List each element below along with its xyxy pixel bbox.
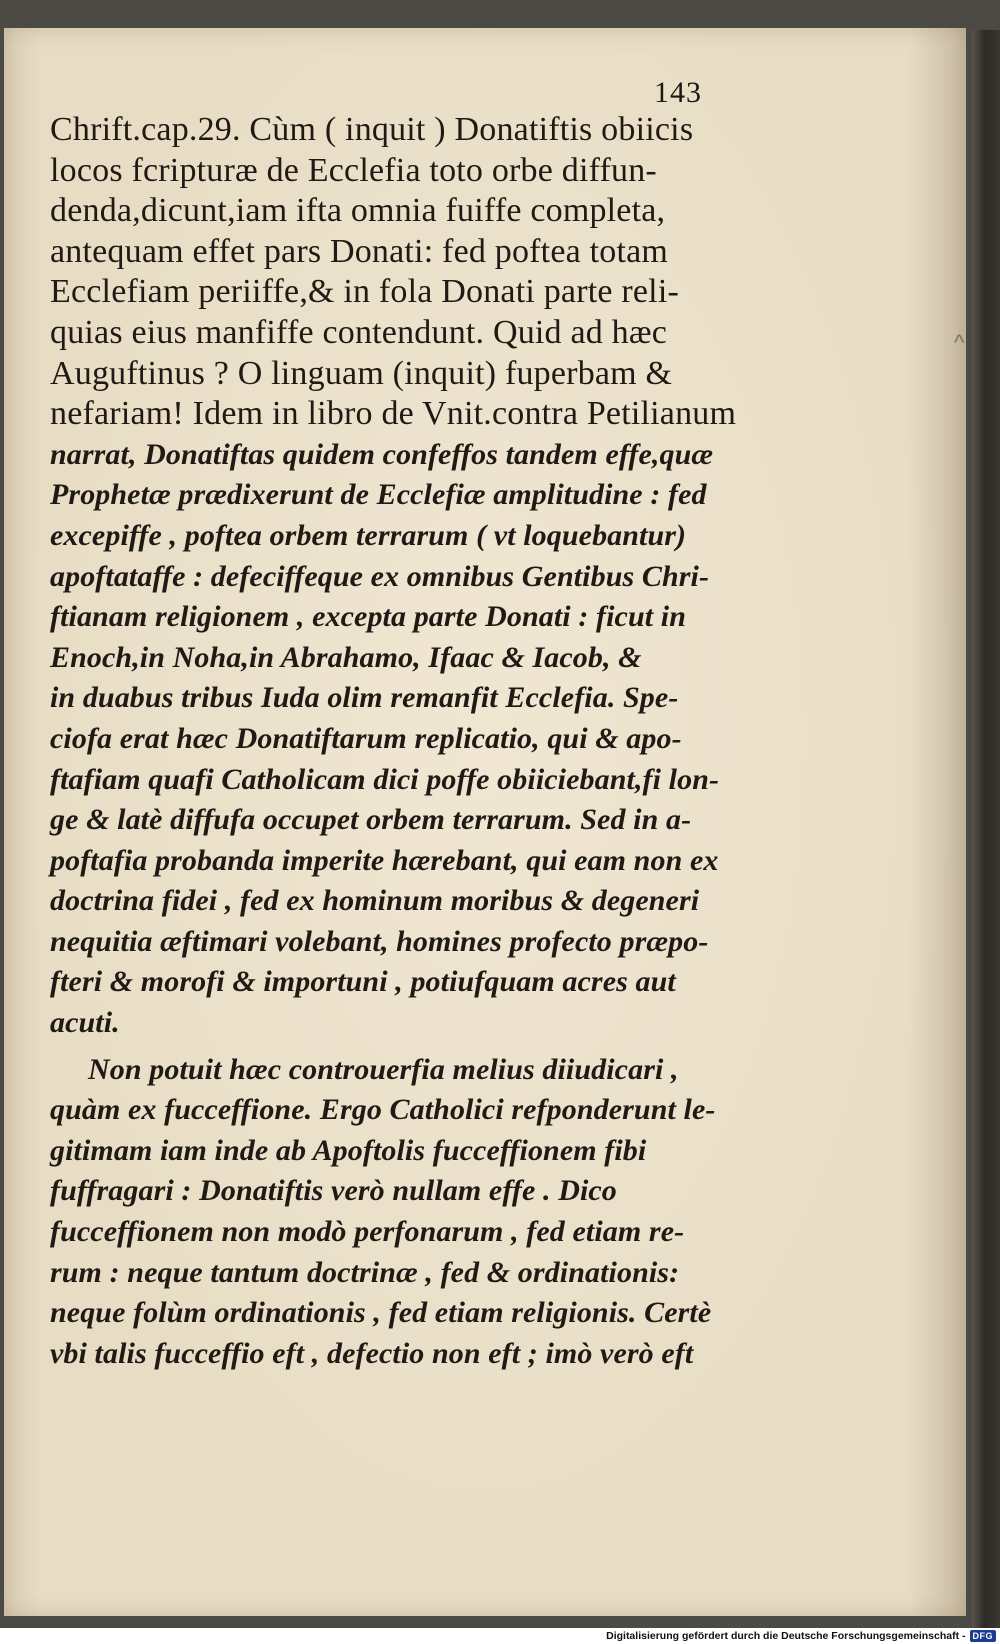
text-line: excepiffe , poftea orbem terrarum ( vt loquebantur) bbox=[50, 518, 687, 552]
text-line: ftianam religionem , excepta parte Donati : ficut in bbox=[50, 600, 687, 634]
text-line: rum : neque tantum doctrinæ , fed & ordinationis: bbox=[50, 1255, 680, 1289]
text-line: in duabus tribus Iuda olim remanfit Ecclefia. Spe- bbox=[50, 681, 679, 715]
text-line: poftafia probanda imperite hærebant, qui eam non ex bbox=[50, 843, 719, 877]
text-line: Non potuit hæc controuerfia melius diiudicari , bbox=[88, 1052, 679, 1086]
footer-credit bbox=[606, 1630, 996, 1642]
text-line: apoftataffe : defeciffeque ex omnibus Gentibus Chri- bbox=[50, 559, 710, 593]
text-line: vbi talis fucceffio eft , defectio non eft ; imò verò eft bbox=[50, 1336, 694, 1370]
text-line: acuti. bbox=[50, 1006, 120, 1040]
text-block bbox=[50, 110, 737, 1374]
text-line: quàm ex fucceffione. Ergo Catholici refponderunt le- bbox=[50, 1093, 716, 1127]
text-line: denda,dicunt,iam ifta omnia fuiffe completa, bbox=[50, 192, 666, 230]
text-line: ftafiam quafi Catholicam dici poffe obiiciebant,fi lon- bbox=[50, 762, 720, 796]
paragraph-2 bbox=[50, 1050, 715, 1375]
text-line: Enoch,in Noha,in Abrahamo, Ifaac & Iacob, & bbox=[50, 640, 642, 674]
margin-mark: ^ bbox=[954, 330, 965, 355]
text-line: Prophetæ prædixerunt de Ecclefiæ amplitudine : fed bbox=[50, 478, 707, 512]
text-line: Chrift.cap.29. Cùm ( inquit ) Donatiftis obiicis bbox=[50, 111, 694, 148]
text-line: Ecclefiam periiffe,& in fola Donati parte reli- bbox=[50, 273, 679, 311]
text-line: nequitia æftimari volebant, homines profecto præpo- bbox=[50, 924, 709, 958]
text-line: fteri & morofi & importuni , potiufquam acres aut bbox=[50, 965, 676, 999]
text-line: ciofa erat hæc Donatiftarum replicatio, qui & apo- bbox=[50, 721, 682, 755]
text-line: doctrina fidei , fed ex hominum moribus & degeneri bbox=[50, 884, 700, 918]
paragraph-1-italic bbox=[50, 435, 720, 1044]
text-line: Auguftinus ? O linguam (inquit) fuperbam & bbox=[50, 354, 673, 392]
text-line: fuffragari : Donatiftis verò nullam effe . Dico bbox=[50, 1174, 617, 1208]
book-edge bbox=[972, 30, 1000, 1628]
paragraph-1-roman bbox=[50, 110, 737, 435]
text-line: gitimam iam inde ab Apoftolis fucceffionem fibi bbox=[50, 1133, 647, 1167]
dfg-logo: DFG bbox=[970, 1630, 997, 1642]
text-line: narrat, Donatiftas quidem confeffos tandem effe,quæ bbox=[50, 437, 714, 471]
text-line: quias eius manfiffe contendunt. Quid ad hæc bbox=[50, 313, 667, 351]
page-number: 143 bbox=[654, 76, 702, 109]
text-line: nefariam! Idem in libro de Vnit.contra Petilianum bbox=[50, 395, 737, 433]
book-page bbox=[4, 28, 966, 1616]
text-line: locos fcripturæ de Ecclefia toto orbe diffun- bbox=[50, 151, 657, 189]
text-line: fucceffionem non modò perfonarum , fed etiam re- bbox=[50, 1215, 685, 1249]
text-line: neque folùm ordinationis , fed etiam religionis. Certè bbox=[50, 1296, 712, 1330]
text-line: antequam effet pars Donati: fed poftea totam bbox=[50, 232, 669, 270]
footer-text: Digitalisierung gefördert durch die Deutsche Forschungsgemeinschaft - bbox=[606, 1630, 966, 1642]
text-line: ge & latè diffufa occupet orbem terrarum. Sed in a- bbox=[50, 803, 692, 837]
